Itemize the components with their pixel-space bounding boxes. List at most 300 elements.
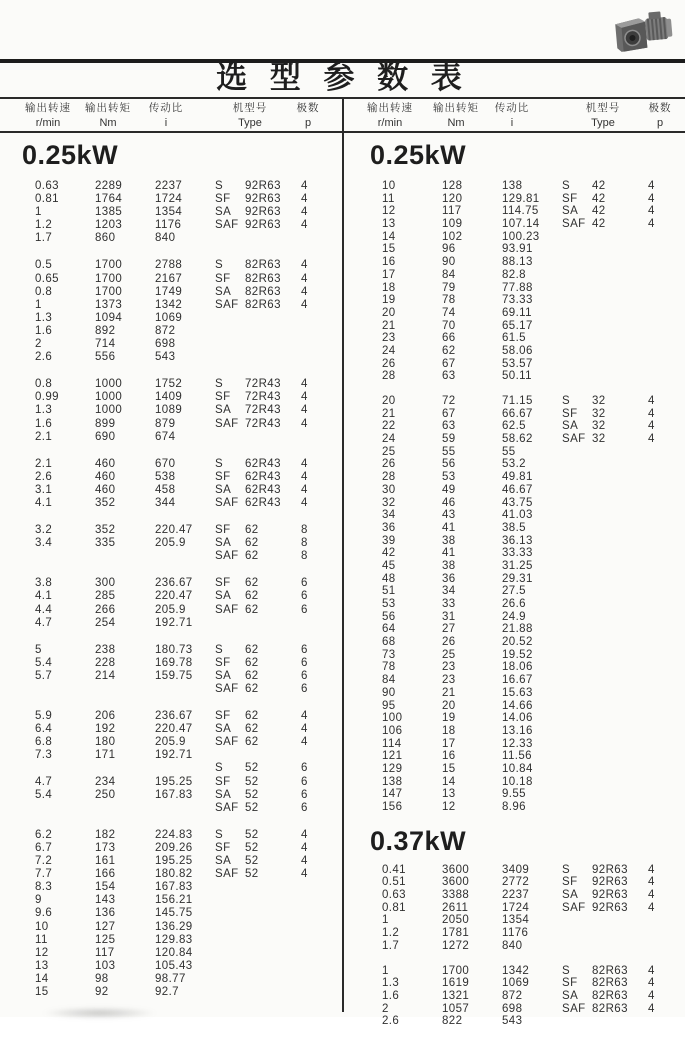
table-row xyxy=(10,206,345,219)
table-row xyxy=(10,776,345,789)
cell-torque: 38 xyxy=(442,534,456,547)
cell-type-model: 52 xyxy=(245,868,259,881)
cell-torque: 27 xyxy=(442,623,456,636)
cell-type-prefix: SF xyxy=(215,391,231,404)
cell-torque: 1203 xyxy=(95,219,123,232)
table-row xyxy=(352,940,687,953)
cell-type-prefix xyxy=(562,725,592,738)
cell-speed: 6.7 xyxy=(35,841,53,854)
cell-poles xyxy=(301,960,325,973)
cell-speed: 23 xyxy=(382,332,396,345)
cell-ratio: 205.9 xyxy=(155,603,186,616)
cell-poles: 4 xyxy=(301,272,308,285)
cell-type-model xyxy=(592,573,648,586)
cell-ratio: 129.81 xyxy=(502,192,540,205)
cell-type-model: 52 xyxy=(245,788,259,801)
cell-ratio: 10.18 xyxy=(502,775,533,788)
table-row xyxy=(352,433,687,446)
cell-type-prefix: S xyxy=(215,378,224,391)
table-row xyxy=(10,881,345,894)
cell-type-prefix xyxy=(562,788,592,801)
table-row xyxy=(352,674,687,687)
cell-torque: 63 xyxy=(442,420,456,433)
cell-type-prefix: S xyxy=(562,863,571,876)
cell-type-model: 92R63 xyxy=(592,901,628,914)
cell-speed: 5.7 xyxy=(35,669,53,682)
cell-ratio: 220.47 xyxy=(155,524,193,537)
cell-poles xyxy=(648,522,672,535)
cell-poles: 4 xyxy=(301,736,308,749)
cell-speed: 28 xyxy=(382,471,396,484)
cell-poles xyxy=(648,446,672,459)
cell-torque xyxy=(95,762,155,775)
cell-type-prefix: S xyxy=(562,964,571,977)
cell-type-prefix: SF xyxy=(215,470,231,483)
cell-ratio: 1354 xyxy=(155,206,183,219)
cell-type-prefix xyxy=(562,573,592,586)
cell-type-model: 72R43 xyxy=(245,417,281,430)
cell-type-prefix xyxy=(562,661,592,674)
cell-poles xyxy=(648,294,672,307)
table-row xyxy=(352,1003,687,1016)
cell-torque: 25 xyxy=(442,648,456,661)
cell-ratio: 88.13 xyxy=(502,256,533,269)
cell-type-prefix xyxy=(562,256,592,269)
cell-type-prefix xyxy=(562,497,592,510)
cell-poles xyxy=(648,269,672,282)
cell-speed: 138 xyxy=(382,775,403,788)
cell-type-prefix: SA xyxy=(215,285,232,298)
cell-type-prefix xyxy=(562,763,592,776)
cell-torque: 49 xyxy=(442,483,456,496)
cell-poles: 4 xyxy=(648,407,655,420)
row-group xyxy=(10,524,345,563)
table-row xyxy=(352,345,687,358)
header-zh: 机型号 xyxy=(232,102,268,114)
cell-poles xyxy=(648,497,672,510)
table-row xyxy=(352,927,687,940)
row-group xyxy=(10,644,345,696)
cell-speed: 0.81 xyxy=(382,901,406,914)
cell-ratio: 53.2 xyxy=(502,458,526,471)
table-row xyxy=(352,218,687,231)
cell-type-model xyxy=(245,986,301,999)
cell-type-prefix: SA xyxy=(562,889,579,902)
cell-speed: 22 xyxy=(382,420,396,433)
cell-ratio: 1089 xyxy=(155,404,183,417)
cell-speed: 11 xyxy=(35,933,48,946)
cell-torque: 74 xyxy=(442,306,456,319)
table-row xyxy=(10,391,345,404)
table-row xyxy=(352,1015,687,1028)
cell-ratio: 167.83 xyxy=(155,881,193,894)
cell-type-model xyxy=(592,674,648,687)
cell-type-model: 62 xyxy=(245,590,259,603)
cell-type-model xyxy=(592,611,648,624)
cell-ratio: 220.47 xyxy=(155,723,193,736)
cell-speed: 0.99 xyxy=(35,391,59,404)
cell-poles: 4 xyxy=(648,977,655,990)
cell-speed: 129 xyxy=(382,762,403,775)
cell-ratio: 538 xyxy=(155,470,176,483)
cell-speed: 7.7 xyxy=(35,868,53,881)
cell-type-model xyxy=(592,522,648,535)
cell-torque: 67 xyxy=(442,407,456,420)
cell-poles: 4 xyxy=(648,889,655,902)
cell-torque: 79 xyxy=(442,281,456,294)
cell-type-model: 82R63 xyxy=(592,964,628,977)
cell-torque: 899 xyxy=(95,417,116,430)
cell-ratio: 21.88 xyxy=(502,623,533,636)
cell-type-model xyxy=(592,776,648,789)
cell-poles: 4 xyxy=(648,395,655,407)
table-row xyxy=(10,180,345,193)
cell-speed: 1.7 xyxy=(382,939,400,952)
cell-type-prefix xyxy=(562,914,592,927)
cell-type-prefix: SA xyxy=(215,537,232,550)
cell-speed: 4.7 xyxy=(35,616,53,629)
cell-type-model: 82R63 xyxy=(592,977,628,990)
cell-type-model: 52 xyxy=(245,775,259,788)
cell-ratio: 167.83 xyxy=(155,788,193,801)
cell-speed: 26 xyxy=(382,357,396,370)
cell-ratio: 180.73 xyxy=(155,643,193,656)
cell-torque xyxy=(95,550,155,563)
cell-type-model xyxy=(592,788,648,801)
cell-speed: 78 xyxy=(382,661,396,674)
cell-type-model xyxy=(592,243,648,256)
header-unit: Type xyxy=(238,117,262,129)
cell-poles xyxy=(648,560,672,573)
cell-poles xyxy=(648,661,672,674)
table-row xyxy=(352,864,687,877)
cell-ratio: 69.11 xyxy=(502,306,532,319)
cell-ratio: 840 xyxy=(155,232,176,245)
cell-speed: 7.2 xyxy=(35,855,53,868)
cell-type-model xyxy=(245,934,301,947)
right-table xyxy=(352,140,687,1040)
cell-torque: 90 xyxy=(442,256,456,269)
cell-type-prefix: SF xyxy=(215,841,231,854)
cell-type-prefix: SA xyxy=(562,420,579,433)
cell-poles: 4 xyxy=(648,989,655,1002)
cell-ratio xyxy=(155,762,215,775)
cell-speed: 1.3 xyxy=(382,977,400,990)
cell-ratio: 114.75 xyxy=(502,205,539,218)
table-row xyxy=(10,986,345,999)
cell-type-model xyxy=(245,431,301,444)
table-row xyxy=(352,573,687,586)
cell-speed: 68 xyxy=(382,636,396,649)
cell-poles xyxy=(301,312,325,325)
table-row xyxy=(352,902,687,915)
cell-speed: 90 xyxy=(382,686,396,699)
cell-type-prefix xyxy=(215,986,245,999)
table-row xyxy=(10,934,345,947)
cell-type-model: 52 xyxy=(245,841,259,854)
cell-type-model xyxy=(592,358,648,371)
cell-type-model: 82R63 xyxy=(245,285,281,298)
cell-poles: 4 xyxy=(301,285,308,298)
row-group xyxy=(352,180,687,383)
cell-poles xyxy=(648,623,672,636)
cell-torque: 1385 xyxy=(95,206,123,219)
cell-type-prefix xyxy=(215,431,245,444)
cell-poles xyxy=(648,927,672,940)
table-row xyxy=(10,868,345,881)
cell-type-model: 52 xyxy=(245,855,259,868)
cell-speed: 36 xyxy=(382,521,396,534)
cell-ratio: 1724 xyxy=(502,901,530,914)
cell-type-prefix: SAF xyxy=(562,901,586,914)
cell-torque: 206 xyxy=(95,710,116,723)
cell-torque: 892 xyxy=(95,324,116,337)
header-unit: p xyxy=(304,117,312,129)
cell-type-prefix xyxy=(215,947,245,960)
cell-type-prefix xyxy=(562,649,592,662)
cell-type-model xyxy=(245,960,301,973)
cell-ratio: 1342 xyxy=(155,298,183,311)
cell-type-model xyxy=(245,921,301,934)
cell-type-prefix: S xyxy=(215,762,224,775)
cell-ratio: 33.33 xyxy=(502,547,533,560)
cell-type-prefix xyxy=(562,712,592,725)
cell-speed: 1 xyxy=(35,298,42,311)
table-row xyxy=(352,180,687,193)
cell-type-model xyxy=(592,623,648,636)
cell-poles: 4 xyxy=(301,723,308,736)
cell-type-model xyxy=(245,617,301,630)
cell-type-model: 32 xyxy=(592,407,606,420)
header-unit: Nm xyxy=(447,117,465,129)
cell-speed: 0.65 xyxy=(35,272,59,285)
table-row xyxy=(10,219,345,232)
cell-torque: 21 xyxy=(442,686,456,699)
cell-speed: 14 xyxy=(35,972,49,985)
cell-speed: 8.3 xyxy=(35,881,53,894)
cell-type-prefix: SAF xyxy=(215,736,239,749)
power-rating-label: 0.37kW xyxy=(370,825,467,856)
cell-torque: 154 xyxy=(95,881,116,894)
cell-poles xyxy=(648,725,672,738)
cell-type-model xyxy=(592,458,648,471)
cell-torque: 128 xyxy=(442,180,463,192)
cell-ratio: 55 xyxy=(502,445,516,458)
cell-ratio: 1752 xyxy=(155,378,183,391)
table-row xyxy=(10,524,345,537)
cell-type-model xyxy=(592,497,648,510)
cell-ratio: 205.9 xyxy=(155,537,186,550)
cell-speed: 15 xyxy=(382,243,396,256)
cell-ratio: 1749 xyxy=(155,285,183,298)
cell-ratio: 16.67 xyxy=(502,674,533,687)
cell-type-model xyxy=(245,947,301,960)
cell-speed: 114 xyxy=(382,737,402,750)
header-model-type xyxy=(586,101,621,130)
header-unit: Nm xyxy=(99,117,117,129)
cell-ratio xyxy=(155,683,215,696)
cell-speed: 5.4 xyxy=(35,788,53,801)
cell-torque: 1000 xyxy=(95,404,123,417)
cell-type-model: 82R63 xyxy=(592,989,628,1002)
cell-speed: 3.1 xyxy=(35,483,53,496)
cell-type-prefix xyxy=(562,332,592,345)
cell-poles xyxy=(648,940,672,953)
cell-type-prefix: S xyxy=(215,457,224,470)
cell-torque: 1619 xyxy=(442,977,470,990)
cell-poles: 8 xyxy=(301,537,308,550)
cell-torque: 1094 xyxy=(95,311,123,324)
cell-type-model xyxy=(245,894,301,907)
cell-ratio: 9.55 xyxy=(502,788,526,801)
cell-type-prefix xyxy=(562,700,592,713)
cell-speed: 14 xyxy=(382,230,396,243)
cell-type-prefix xyxy=(562,231,592,244)
cell-torque: 285 xyxy=(95,590,116,603)
cell-poles xyxy=(301,921,325,934)
cell-torque: 43 xyxy=(442,509,456,522)
cell-type-model: 62 xyxy=(245,723,259,736)
cell-ratio: 66.67 xyxy=(502,407,533,420)
cell-torque: 18 xyxy=(442,724,456,737)
cell-poles: 4 xyxy=(648,218,655,231)
cell-poles: 6 xyxy=(301,656,308,669)
power-rating-label: 0.25kW xyxy=(370,140,467,170)
cell-poles xyxy=(648,1015,672,1028)
cell-speed: 0.8 xyxy=(35,378,53,391)
cell-type-model xyxy=(592,509,648,522)
table-row xyxy=(352,320,687,333)
cell-poles xyxy=(648,674,672,687)
cell-type-model: 42 xyxy=(592,192,606,205)
cell-poles xyxy=(648,750,672,763)
cell-type-prefix: SA xyxy=(215,788,232,801)
cell-speed: 2.6 xyxy=(35,351,53,364)
cell-type-model xyxy=(592,687,648,700)
cell-poles: 4 xyxy=(301,841,308,854)
cell-type-prefix xyxy=(215,907,245,920)
cell-poles xyxy=(648,585,672,598)
table-row xyxy=(352,193,687,206)
table-row xyxy=(10,378,345,391)
cell-type-model: 62 xyxy=(245,736,259,749)
cell-poles xyxy=(648,358,672,371)
table-row xyxy=(352,458,687,471)
header-zh: 输出转速 xyxy=(25,102,71,114)
cell-type-model: 62 xyxy=(245,669,259,682)
row-group xyxy=(10,458,345,510)
cell-type-prefix: SF xyxy=(215,272,231,285)
cell-ratio: 18.06 xyxy=(502,661,533,674)
cell-torque: 460 xyxy=(95,457,116,470)
cell-poles xyxy=(648,370,672,383)
header-zh: 极数 xyxy=(296,102,320,114)
table-row xyxy=(10,973,345,986)
cell-type-prefix xyxy=(562,801,592,814)
cell-torque: 171 xyxy=(95,749,116,762)
cell-type-model xyxy=(592,231,648,244)
table-row xyxy=(10,829,345,842)
table-row xyxy=(10,947,345,960)
cell-ratio: 100.23 xyxy=(502,230,540,243)
cell-type-prefix: SF xyxy=(215,193,231,206)
table-row xyxy=(10,458,345,471)
cell-ratio xyxy=(155,802,215,815)
cell-type-prefix xyxy=(562,370,592,383)
left-table xyxy=(10,140,345,1013)
header-zh: 传动比 xyxy=(148,102,184,114)
cell-ratio: 543 xyxy=(502,1015,523,1028)
cell-ratio: 19.52 xyxy=(502,648,533,661)
cell-type-prefix xyxy=(215,881,245,894)
cell-torque: 1781 xyxy=(442,927,470,940)
cell-type-model: 62 xyxy=(245,683,259,695)
cell-speed xyxy=(35,762,95,775)
cell-type-model: 52 xyxy=(245,801,259,814)
table-row xyxy=(352,307,687,320)
cell-poles xyxy=(648,700,672,713)
cell-type-model: 62 xyxy=(245,643,259,656)
cell-type-prefix xyxy=(215,312,245,325)
cell-speed: 4.1 xyxy=(35,590,53,603)
cell-type-model: 42 xyxy=(592,180,606,192)
cell-torque: 117 xyxy=(95,946,115,959)
cell-type-prefix xyxy=(562,940,592,953)
cell-type-prefix: SF xyxy=(215,775,231,788)
cell-type-model: 62 xyxy=(245,656,259,669)
cell-torque: 1700 xyxy=(95,259,123,272)
header-zh: 输出转矩 xyxy=(85,102,131,114)
cell-type-prefix: SAF xyxy=(215,550,239,563)
cell-type-model xyxy=(245,881,301,894)
cell-poles: 8 xyxy=(301,550,308,563)
cell-speed: 100 xyxy=(382,712,403,725)
table-row xyxy=(10,259,345,272)
table-row xyxy=(352,611,687,624)
cell-type-prefix xyxy=(562,294,592,307)
header-zh: 传动比 xyxy=(494,102,530,114)
cell-torque: 352 xyxy=(95,496,116,509)
cell-ratio: 73.33 xyxy=(502,294,533,307)
cell-torque: 102 xyxy=(442,230,463,243)
table-row xyxy=(352,446,687,459)
table-row xyxy=(352,358,687,371)
cell-torque: 20 xyxy=(442,699,456,712)
cell-poles: 4 xyxy=(301,470,308,483)
cell-ratio: 53.57 xyxy=(502,357,533,370)
cell-poles xyxy=(301,986,325,999)
cell-poles: 4 xyxy=(648,205,655,218)
cell-torque: 173 xyxy=(95,841,116,854)
cell-ratio: 92.7 xyxy=(155,985,179,998)
header-unit: p xyxy=(656,117,664,129)
cell-ratio: 31.25 xyxy=(502,559,533,572)
header-unit: r/min xyxy=(377,117,403,129)
table-row xyxy=(352,282,687,295)
table-row xyxy=(352,484,687,497)
cell-type-prefix xyxy=(562,1015,592,1028)
cell-ratio: 120.84 xyxy=(155,946,193,959)
cell-speed: 1.3 xyxy=(35,404,53,417)
table-row xyxy=(10,577,345,590)
cell-type-prefix xyxy=(562,776,592,789)
cell-ratio: 698 xyxy=(502,1002,523,1015)
cell-ratio: 2237 xyxy=(155,180,183,192)
cell-ratio: 344 xyxy=(155,496,176,509)
table-row xyxy=(10,232,345,245)
cell-poles: 4 xyxy=(301,828,308,841)
cell-poles: 4 xyxy=(301,298,308,311)
